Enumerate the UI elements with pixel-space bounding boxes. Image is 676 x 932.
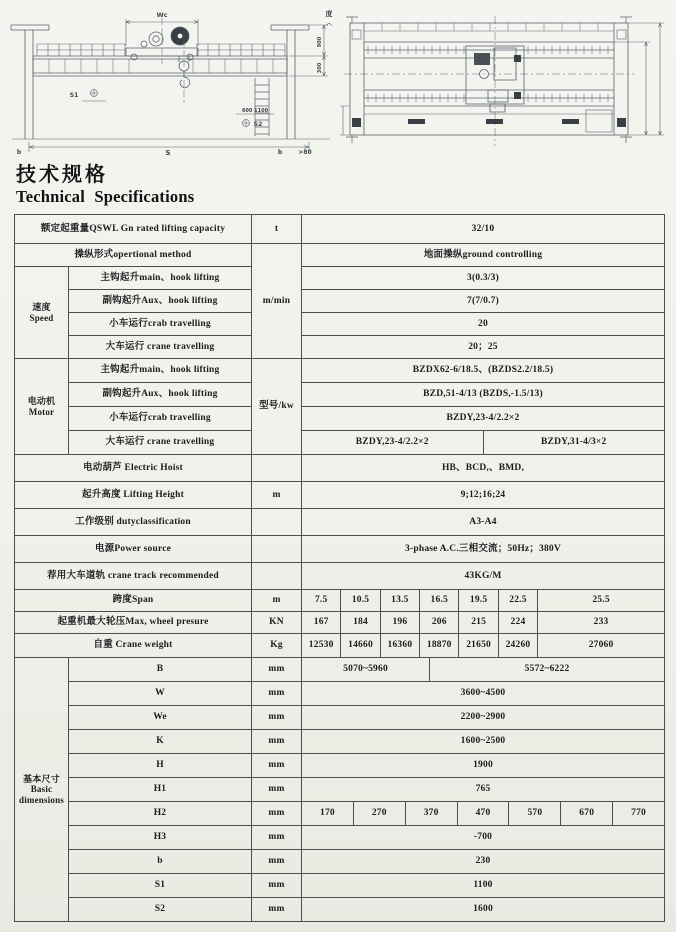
dims-group-zh: 基本尺寸 [23, 773, 60, 784]
crane-weight-value: 21650 [459, 634, 498, 657]
wheel-pressure-value: 167 [302, 612, 341, 633]
dim-S2-label: S2 [69, 898, 252, 922]
speed-unit: m/min [252, 244, 302, 359]
speed-group-en: Speed [29, 312, 54, 323]
dim-S1-value: 1100 [302, 874, 665, 898]
crane-weight-value: 18870 [420, 634, 459, 657]
row-dim-S1 [15, 874, 665, 898]
motor-crane-value-left: BZDY,23-4/2.2×2 [302, 431, 484, 454]
dim-B-value-right: 5572~6222 [524, 664, 570, 675]
dim-We-value: 2200~2900 [302, 706, 665, 730]
motor-main-value: BZDX62-6/18.5、(BZDS2.2/18.5) [302, 359, 665, 383]
dim-label-wc: Wc [156, 11, 168, 19]
span-value: 25.5 [592, 595, 610, 606]
row-crane-track [15, 563, 665, 590]
dim-W-label: W [69, 682, 252, 706]
dims-group [15, 658, 69, 922]
lifting-height-unit: m [252, 482, 302, 509]
row-motor-crab [15, 407, 665, 431]
dim-H-unit: mm [252, 754, 302, 778]
row-motor-aux [15, 383, 665, 407]
motor-aux-value: BZD,51-4/13 (BZDS,-1.5/13) [302, 383, 665, 407]
dim-label-span: S [165, 149, 171, 157]
speed-aux-label: 副钩起升Aux、hook lifting [69, 290, 252, 313]
row-method [15, 244, 665, 267]
dim-We-unit: mm [252, 706, 302, 730]
wheel-pressure-value: 215 [459, 612, 498, 633]
row-speed-crane [15, 336, 665, 359]
wheel-pressure-value: 233 [593, 617, 609, 628]
dim-H1-label: H1 [69, 778, 252, 802]
dim-K-unit: mm [252, 730, 302, 754]
wheel-pressure-unit: KN [252, 612, 302, 634]
duty-class-value: A3-A4 [302, 509, 665, 536]
crane-plan-view-drawing [338, 6, 672, 156]
dim-H2-value: 570 [509, 802, 561, 825]
dim-H2-value: 370 [406, 802, 458, 825]
span-value: 7.5 [302, 590, 341, 611]
dim-B-values [302, 658, 665, 682]
span-values [302, 590, 665, 612]
hoist-value: HB、BCD,、BMD, [302, 455, 665, 482]
wheel-pressure-value: 224 [499, 612, 538, 633]
dim-H2-value: 170 [302, 802, 354, 825]
speed-main-label: 主钩起升main、hook lifting [69, 267, 252, 290]
dim-S2-value: 1600 [302, 898, 665, 922]
dim-K-value: 1600~2500 [302, 730, 665, 754]
dim-H1-value: 765 [302, 778, 665, 802]
dim-H2-value: 470 [458, 802, 510, 825]
row-dim-W [15, 682, 665, 706]
dim-label-b-left: b [16, 149, 22, 156]
dim-K-label: K [69, 730, 252, 754]
hoist-label: 电动葫芦 Electric Hoist [15, 455, 252, 482]
motor-unit: 型号/kw [252, 359, 302, 455]
span-value: 13.5 [381, 590, 420, 611]
capacity-value: 32/10 [302, 215, 665, 244]
wheel-pressure-values [302, 612, 665, 634]
dim-H2-value: 670 [561, 802, 613, 825]
dim-b-value: 230 [302, 850, 665, 874]
plan-view-lines [340, 16, 664, 146]
dim-B-value-left: 5070~5960 [302, 658, 430, 681]
motor-crab-value: BZDY,23-4/2.2×2 [302, 407, 665, 431]
speed-crane-label: 大车运行 crane travelling [69, 336, 252, 359]
motor-aux-label: 副钩起升Aux、hook lifting [69, 383, 252, 407]
span-value: 19.5 [459, 590, 498, 611]
crane-weight-values [302, 634, 665, 658]
row-span [15, 590, 665, 612]
wheel-pressure-value: 184 [341, 612, 380, 633]
row-dim-We [15, 706, 665, 730]
motor-crane-value-right: BZDY,31-4/3×2 [541, 437, 607, 448]
row-motor-main [15, 359, 665, 383]
dim-B-unit: mm [252, 658, 302, 682]
motor-group-en: Motor [28, 406, 55, 417]
dim-H2-value: 770 [631, 808, 647, 819]
wheel-pressure-value: 206 [420, 612, 459, 633]
row-duty-class [15, 509, 665, 536]
dim-H-label: H [69, 754, 252, 778]
dim-H2-value: 270 [354, 802, 406, 825]
row-dim-H1 [15, 778, 665, 802]
dim-label-s2: S2 [253, 121, 263, 128]
motor-main-label: 主钩起升main、hook lifting [69, 359, 252, 383]
speed-main-value: 3(0.3/3) [302, 267, 665, 290]
capacity-unit: t [252, 215, 302, 244]
dim-label-ladder: 600 1100 [241, 108, 269, 114]
row-dim-H [15, 754, 665, 778]
motor-crane-values [302, 431, 665, 455]
dim-W-value: 3600~4500 [302, 682, 665, 706]
speed-crane-value: 20；25 [302, 336, 665, 359]
lifting-height-value: 9;12;16;24 [302, 482, 665, 509]
row-dim-H2 [15, 802, 665, 826]
speed-aux-value: 7(7/0.7) [302, 290, 665, 313]
dim-S2-unit: mm [252, 898, 302, 922]
page-heading [16, 158, 194, 207]
dims-group-en1: Basic [30, 784, 53, 795]
span-value: 10.5 [341, 590, 380, 611]
method-value: 地面操纵ground controlling [302, 244, 665, 267]
dim-H3-value: -700 [302, 826, 665, 850]
crane-weight-value: 27060 [588, 640, 614, 651]
crane-weight-unit: Kg [252, 634, 302, 658]
spec-table [14, 214, 665, 922]
row-dim-S2 [15, 898, 665, 922]
span-value: 22.5 [499, 590, 538, 611]
power-source-label: 电源Power source [15, 536, 252, 563]
row-dim-K [15, 730, 665, 754]
crane-weight-value: 16360 [381, 634, 420, 657]
dim-H2-unit: mm [252, 802, 302, 826]
dim-H2-label: H2 [69, 802, 252, 826]
wheel-pressure-value: 196 [381, 612, 420, 633]
corner-note: 度 [325, 10, 333, 18]
duty-class-unit [252, 509, 302, 536]
dims-group-en2: dimensions [18, 794, 64, 805]
row-speed-main [15, 267, 665, 290]
dim-H1-unit: mm [252, 778, 302, 802]
method-label: 操纵形式opertional method [15, 244, 252, 267]
row-motor-crane [15, 431, 665, 455]
speed-group [15, 267, 69, 359]
dim-H-value: 1900 [302, 754, 665, 778]
capacity-label: 额定起重量QSWL Gn rated lifting capacity [15, 215, 252, 244]
span-label: 跨度Span [15, 590, 252, 612]
motor-crane-label: 大车运行 crane travelling [69, 431, 252, 455]
crane-front-view-drawing [8, 6, 334, 158]
row-lifting-height [15, 482, 665, 509]
motor-group-zh: 电动机 [27, 396, 56, 407]
row-dim-H3 [15, 826, 665, 850]
crane-weight-value: 14660 [341, 634, 380, 657]
dim-We-label: We [69, 706, 252, 730]
dim-H3-label: H3 [69, 826, 252, 850]
power-source-unit [252, 536, 302, 563]
motor-group [15, 359, 69, 455]
dim-label-s1: S1 [69, 92, 79, 99]
duty-class-label: 工作级别 dutyclassification [15, 509, 252, 536]
span-unit: m [252, 590, 302, 612]
row-wheel-pressure [15, 612, 665, 634]
span-value: 16.5 [420, 590, 459, 611]
crane-track-unit [252, 563, 302, 590]
row-hoist [15, 455, 665, 482]
crane-weight-value: 24260 [499, 634, 538, 657]
page-title-zh: 技术规格 [16, 162, 108, 186]
row-dim-B [15, 658, 665, 682]
speed-crab-value: 20 [302, 313, 665, 336]
hoist-unit [252, 455, 302, 482]
front-view-lines [11, 18, 333, 152]
row-speed-crab [15, 313, 665, 336]
page-title-en: Technical Specifications [16, 187, 195, 206]
corner-caret-icon: ︿ [325, 20, 333, 27]
wheel-pressure-label: 起重机最大轮压Max, wheel presure [15, 612, 252, 634]
power-source-value: 3-phase A.C.三相交流；50Hz；380V [302, 536, 665, 563]
crane-track-value: 43KG/M [302, 563, 665, 590]
dim-label-900: 900 [317, 36, 323, 48]
lifting-height-label: 起升高度 Lifting Height [15, 482, 252, 509]
dim-label-300: 300 [317, 62, 323, 74]
dim-H3-unit: mm [252, 826, 302, 850]
speed-crab-label: 小车运行crab travelling [69, 313, 252, 336]
row-dim-b [15, 850, 665, 874]
row-power-source [15, 536, 665, 563]
row-crane-weight [15, 634, 665, 658]
motor-crab-label: 小车运行crab travelling [69, 407, 252, 431]
dim-label-b-right: b [277, 149, 283, 156]
dim-B-label: B [69, 658, 252, 682]
crane-weight-label: 自重 Crane weight [15, 634, 252, 658]
dim-label-gt80: >80 [298, 149, 312, 156]
crane-track-label: 荐用大车道轨 crane track recommended [15, 563, 252, 590]
dim-W-unit: mm [252, 682, 302, 706]
crane-weight-value: 12530 [302, 634, 341, 657]
dim-S1-label: S1 [69, 874, 252, 898]
speed-group-zh: 速度 [32, 302, 51, 313]
row-capacity [15, 215, 665, 244]
dim-H2-values [302, 802, 665, 826]
dim-b-label: b [69, 850, 252, 874]
dim-S1-unit: mm [252, 874, 302, 898]
dim-b-unit: mm [252, 850, 302, 874]
row-speed-aux [15, 290, 665, 313]
